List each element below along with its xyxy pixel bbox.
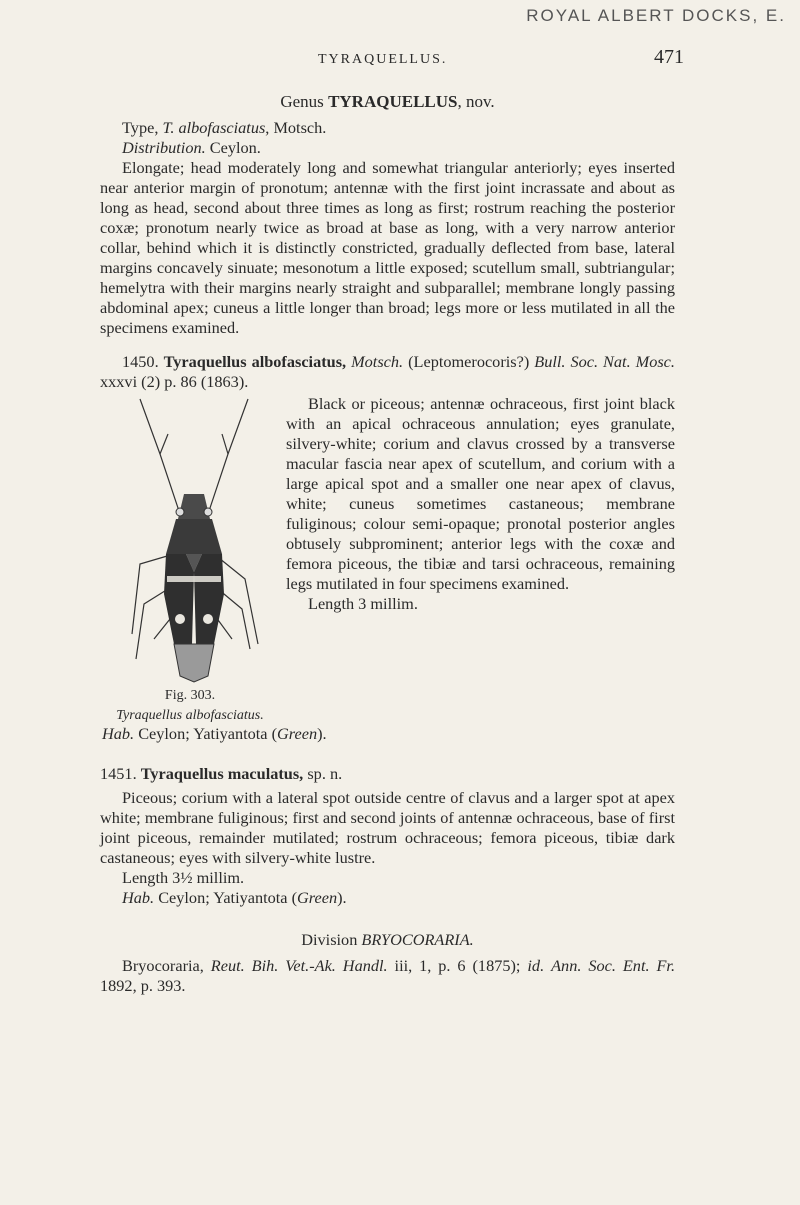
distribution-line [100,138,675,158]
division-ref-1-journal: Reut. Bih. Vet.-Ak. Handl. [210,956,388,975]
species-1450-description-block [280,394,675,724]
species-1450-author: Motsch. [351,352,404,371]
type-label: Type, [122,118,163,137]
collector: Green [297,888,338,907]
species-1450-journal: Bull. Soc. Nat. Mosc. [534,352,675,371]
library-stamp: ROYAL ALBERT DOCKS, E. [526,6,786,25]
division-ref-1-detail: iii, 1, p. 6 (1875); [394,956,521,975]
genus-suffix: , nov. [457,92,495,111]
species-1451-name: Tyraquellus maculatus, [140,764,304,783]
insect-illustration [130,394,260,684]
hab-label: Hab. [122,888,155,907]
species-1450-heading [100,352,675,392]
genus-prefix: Genus [280,92,329,111]
species-1451-number: 1451. [100,764,137,783]
type-author: , Motsch. [265,118,327,137]
figure-303 [100,394,280,724]
division-ref-name: Bryocoraria, [122,956,204,975]
page-body [100,84,675,996]
division-reference [100,956,675,996]
figure-caption: Tyraquellus albofasciatus. [116,708,264,723]
hab-label: Hab. [102,724,135,743]
species-1451-habitat: Hab. Ceylon; Yatiyantota (Green). [122,888,347,907]
distribution-value: Ceylon. [205,138,261,157]
species-1451-heading [100,764,675,784]
division-label: Division [301,930,362,949]
genus-name: TYRAQUELLUS [328,92,458,111]
genus-heading [100,92,675,112]
species-1450-synonym: (Leptomerocoris?) [408,352,530,371]
hab-value: Ceylon; Yatiyantota [158,888,288,907]
species-1450-name: Tyraquellus albofasciatus, [163,352,347,371]
species-1450-reference: xxxvi (2) p. 86 (1863). [100,372,249,391]
division-name: BRYOCORARIA. [361,930,474,949]
species-1450-description: Black or piceous; antennæ ochraceous, first joint black with an apical ochraceous annulation; eyes granulate, silvery-white; corium and clavus crossed by a transverse macular fascia near apex of scutellum, and corium with a large apical spot and a smaller one near apex of clavus, white; cuneus sometimes castaneous; membrane fuliginous; colour semi-opaque; pronotal posterior angles obtusely subprominent; anterior legs with the coxæ and femora piceous, the tibiæ and tarsi ochraceous, remaining legs mutilated in four specimens examined. [286,394,675,593]
division-ref-2-detail: 1892, p. 393. [100,976,186,995]
species-1451-description: Piceous; corium with a lateral spot outside centre of clavus and a larger spot at apex white; membrane fuliginous; first and second joints of antennæ ochraceous, base of first joint piceous, remainder mutilated; rostrum ochraceous; femora piceous, tibiæ dark castaneous; eyes with silvery-white lustre. [100,788,675,867]
division-heading [100,930,675,950]
hab-value: Ceylon; Yatiyantota [138,724,268,743]
division-ref-2-id: id. [527,956,545,975]
running-head: TYRAQUELLUS. [318,52,448,67]
page-number: 471 [654,46,684,68]
distribution-label: Distribution. [122,138,206,157]
collector: Green [277,724,318,743]
species-1450-habitat: Hab. Ceylon; Yatiyantota (Green). [102,724,327,743]
species-1451-length: Length 3½ millim. [122,868,245,887]
species-1451-status: sp. n. [307,764,343,783]
type-species: T. albofasciatus [162,118,266,137]
genus-description: Elongate; head moderately long and somewhat triangular anteriorly; eyes inserted near anterior margin of pronotum; antennæ with the first joint incrassate and about as long as head, second about three times as long as first; rostrum reaching the posterior coxæ; pronotum nearly twice as broad at base as long, with a very narrow anterior collar, behind which it is distinctly constricted, gradually deflected from base, lateral margins concavely sinuate; mesonotum a little exposed; scutellum small, subtriangular; hemelytra with their margins nearly straight and subparallel; membrane longly passing abdominal apex; cuneus a little longer than broad; legs more or less mutilated in all the specimens examined. [100,158,675,337]
species-1450-number: 1450. [122,352,159,371]
figure-number: Fig. 303. [164,688,216,703]
division-ref-2-journal: Ann. Soc. Ent. Fr. [551,956,676,975]
figure-block [100,394,675,724]
species-1450-length: Length 3 millim. [308,594,418,613]
type-line [100,118,675,138]
